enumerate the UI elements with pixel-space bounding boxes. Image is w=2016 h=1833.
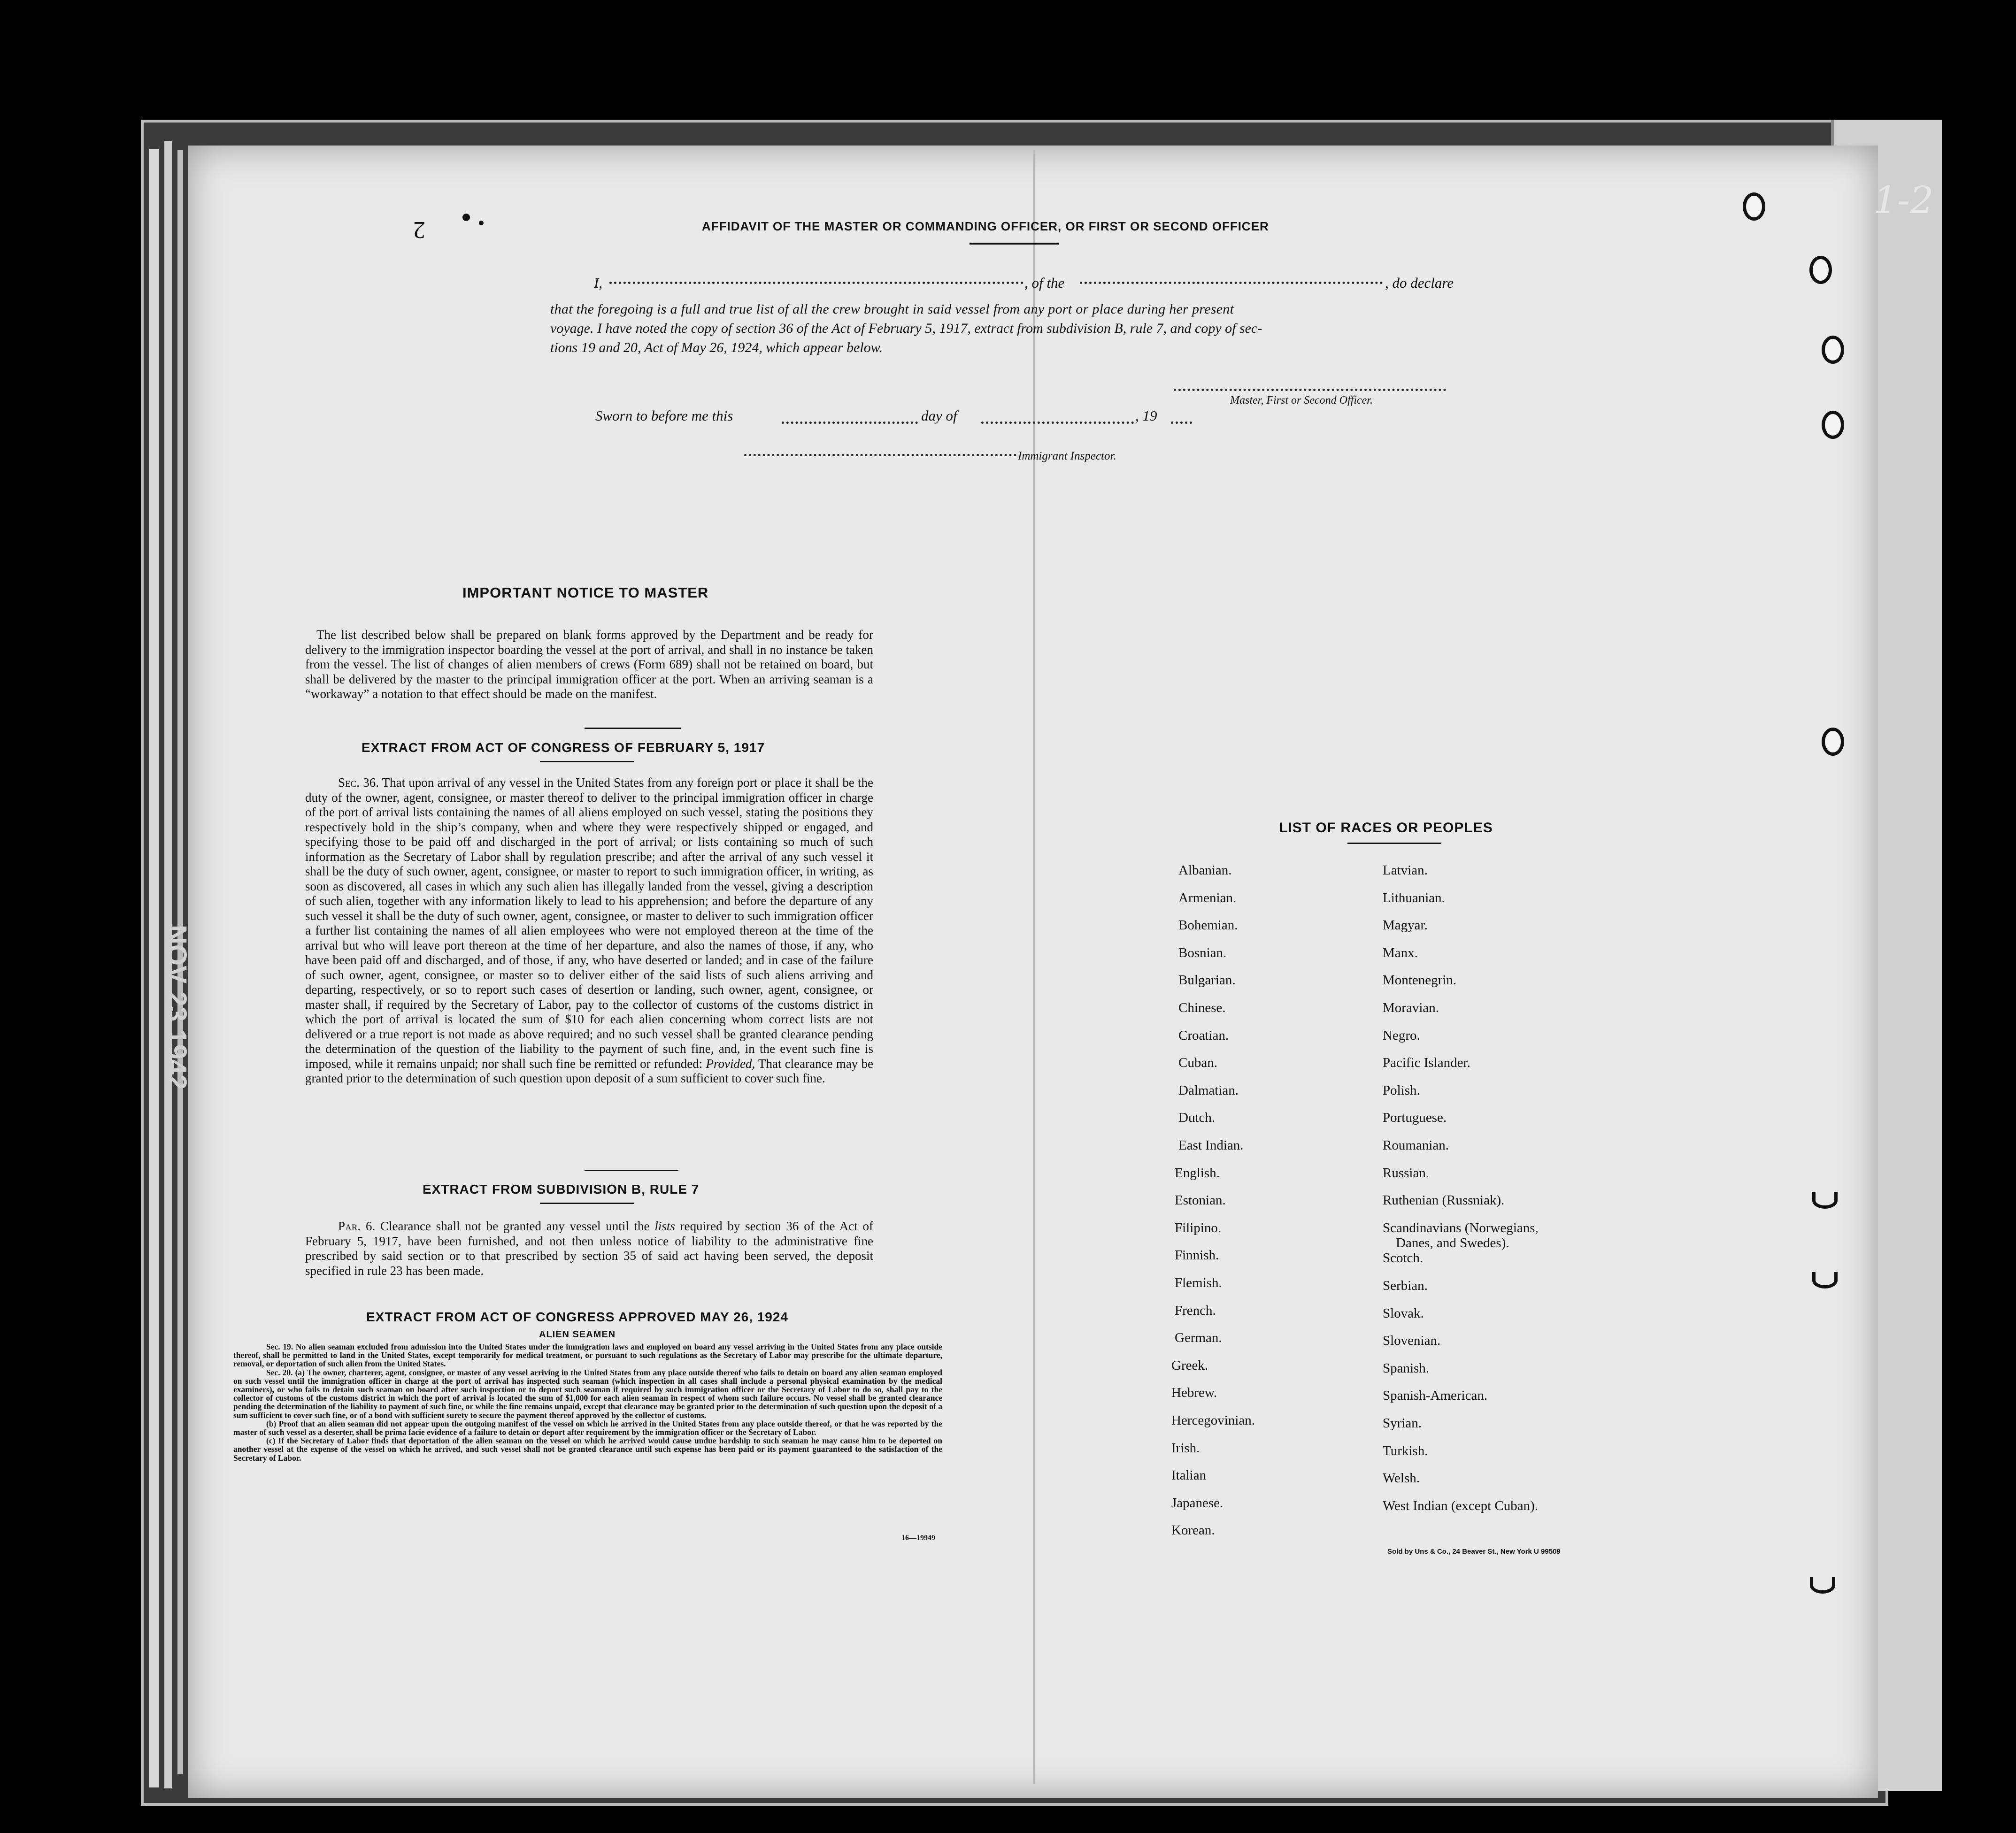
race-item: Irish. [1171,1440,1200,1456]
race-item: Dalmatian. [1178,1082,1239,1098]
sworn-day-field[interactable] [782,422,918,424]
extract-1917-heading: EXTRACT FROM ACT OF CONGRESS OF FEBRUARY 5, 1917 [362,740,765,755]
race-item: Turkish. [1383,1443,1428,1458]
officer-signature-field[interactable] [1174,389,1446,391]
rule-7-heading: EXTRACT FROM SUBDIVISION B, RULE 7 [423,1182,700,1196]
sworn-prefix: Sworn to before me this [595,407,733,424]
affidavit-i-label: I, [594,275,603,291]
inspector-signature-field[interactable] [744,454,1016,456]
race-item: Bosnian. [1178,945,1227,960]
race-item-continuation: Danes, and Swedes). [1396,1235,1509,1250]
notice-body [305,628,873,702]
affidavit-of-the-label: , of the [1024,275,1065,291]
races-heading: LIST OF RACES OR PEOPLES [1279,820,1493,836]
notice-heading: IMPORTANT NOTICE TO MASTER [462,584,709,601]
race-item: East Indian. [1178,1138,1244,1153]
race-item: Slovenian. [1383,1333,1441,1349]
sworn-month-field[interactable] [981,422,1134,424]
alien-seamen-subheading: ALIEN SEAMEN [539,1329,616,1340]
race-item: French. [1175,1303,1216,1318]
binder-hole [1822,728,1844,756]
race-item: Slovak. [1383,1305,1424,1321]
binder-hole [1743,192,1765,221]
race-item: Syrian. [1383,1416,1422,1431]
section-36-label: Sec. 36. [338,775,379,790]
provided-word: Provided, [706,1056,755,1071]
race-item: Welsh. [1383,1471,1420,1486]
race-item: Dutch. [1178,1110,1216,1126]
race-item: Montenegrin. [1383,973,1457,988]
race-item: Japanese. [1171,1495,1223,1511]
race-item: Russian. [1383,1165,1430,1181]
race-item: Serbian. [1383,1278,1428,1293]
extract-1924-heading: EXTRACT FROM ACT OF CONGRESS APPROVED MAY 26, 1924 [366,1310,788,1324]
race-item: Hercegovinian. [1171,1413,1255,1428]
race-item: Latvian. [1383,863,1428,878]
extract-1924-body [233,1342,942,1462]
race-item: Bohemian. [1178,918,1238,933]
notice-text: The list described below shall be prepared on blank forms approved by the Department and be ready for delivery to the immigration inspector boarding the vessel at the port of arrival, and shall in no instance be taken from the vessel. The list of changes of alien members of crews (Form 689) shall not be retained on board, but shall be delivered by the master to the principal immigration officer at the port. When an arriving seaman is a “workaway” a notation to that effect should be made on the manifest. [305,628,873,701]
race-item: Greek. [1171,1357,1208,1373]
race-item: Albanian. [1178,863,1232,878]
extract-1917-body [305,775,873,1086]
sheet-edge [149,149,159,1787]
race-item: Bulgarian. [1178,973,1236,988]
race-item: English. [1175,1165,1220,1181]
race-item: Magyar. [1383,918,1428,933]
race-item: Finnish. [1175,1248,1219,1263]
binder-hole [1822,411,1844,439]
lists-word: lists [654,1219,675,1233]
binder-hole [1810,1577,1835,1594]
section-36-text: That upon arrival of any vessel in the United States from any foreign port or place it shall be the duty of the owner, agent, consignee, or master thereof to deliver to the principal immigration officer in charge of the port of arrival lists containing the names of all aliens employed on such vessel, stating the positions they respectively hold in the ship’s company, when and where they were respectively shipped or engaged, and specifying those to be paid off and discharged in the port of arrival; or lists containing so much of such information as the Secretary of Labor shall by regulation prescribe; and after the arrival of any such vessel it shall be the duty of such owner, agent, consignee, or master to report to such immigration officer, in writing, as soon as discovered, all cases in which any such alien has illegally landed from the vessel, giving a description of such alien, together with any information likely to lead to his apprehension; and before the departure of any such vessel it shall be the duty of such owner, agent, consignee, or master to deliver to such immigration officer a further list containing the names of all alien employees who were not employed thereon at the time of the arrival but who will leave port thereon at the time of her departure, and also the names of those, if any, who have been paid off and discharged, and of those, if any, who have deserted or landed; and in case of the failure of such owner, agent, consignee, or master so to deliver either of the said lists of such aliens arriving and departing, respectively, or so to report such cases of desertion or landing, such owner, agent, consignee, or master shall, if required by the Secretary of Labor, pay to the collector of customs of the customs district in which the port of arrival is located the sum of $10 for each alien concerning whom correct lists are not delivered or a true report is not made as above required; and no such vessel shall be granted clearance pending the determination of the question of the liability to the payment of such fine, and, in the event such fine is imposed, while it remains unpaid; nor shall such fine be remitted or refunded: [305,775,874,1071]
divider [540,761,634,762]
officer-caption: Master, First or Second Officer. [1230,394,1373,406]
master-name-field[interactable] [609,282,1023,284]
race-item: Polish. [1383,1082,1420,1098]
binder-hole [1822,336,1844,364]
affidavit-do-declare: , do declare [1385,275,1454,291]
race-item: Lithuanian. [1383,890,1445,905]
ink-dot [462,214,470,221]
binder-hole [1812,1272,1838,1288]
race-item: Hebrew. [1171,1385,1217,1401]
ink-dot [479,221,484,225]
vessel-name-field[interactable] [1080,282,1383,284]
corner-note: 1-2 [1873,178,1934,222]
affidavit-line-2: voyage. I have noted the copy of section 36 of the Act of February 5, 1917, extract from subdivision B, rule 7, and copy of sec- [550,321,1262,336]
section-19-text: Sec. 19. No alien seaman excluded from admission into the United States under the immigration laws and employed on board any vessel arriving in the United States from any place outside thereof, shall be permitted to land in the United States, except temporarily for medical treatment, or pursuant to such regulations as the Secretary of Labor may prescribe for the ultimate departure, removal, or deportation of such alien from the United States. [233,1342,942,1369]
date-stamp: NOV 23 1942 [162,925,192,1090]
race-item: Moravian. [1383,1000,1439,1015]
section-36-text-end: That clearance may be granted prior to the determination of such question upon deposit of a sum sufficient to cover such fine. [305,1056,874,1085]
sworn-year-prefix: , 19 [1135,407,1157,424]
race-item: West Indian (except Cuban). [1383,1498,1539,1513]
paragraph-6-label: Par. 6. [338,1219,376,1233]
race-item: Filipino. [1175,1220,1222,1235]
page-fold [1033,150,1035,1784]
divider [1347,843,1441,844]
divider [540,1203,634,1204]
race-item: Croatian. [1178,1028,1229,1043]
race-item: Cuban. [1178,1055,1217,1071]
rule-7-text-b: required by section 36 of the Act of February 5, 1917, have been furnished, and not then unless notice of liability to the administrative fine prescribed by said section or to that prescribed by section 35 of said act having been served, the deposit specified in rule 23 has been made. [305,1219,873,1278]
race-item: Scandinavians (Norwegians, [1383,1220,1539,1235]
divider [585,728,681,729]
race-item: Portuguese. [1383,1110,1447,1126]
inspector-caption: Immigrant Inspector. [1018,450,1116,462]
divider [970,243,1059,245]
sworn-year-field[interactable] [1171,422,1192,424]
race-item: Armenian. [1178,890,1237,905]
divider [585,1170,678,1171]
section-20c-text: (c) If the Secretary of Labor finds that deportation of the alien seaman on the vessel on which he arrived would cause undue hardship to such seaman he may cause him to be deported on another vessel at the expense of the vessel on which he arrived, and such vessel shall not be granted clearance until such expense has been paid or its payment guaranteed to the satisfaction of the Secretary of Labor. [233,1436,942,1463]
affidavit-line-1: that the foregoing is a full and true list of all the crew brought in said vessel from any port or place during her present [550,301,1234,317]
race-item: Spanish-American. [1383,1388,1488,1404]
rule-7-text-a: Clearance shall not be granted any vessel until the [380,1219,650,1233]
section-20b-text: (b) Proof that an alien seaman did not appear upon the outgoing manifest of the vessel on which he arrived in the United States from any place outside thereof, or that he was reported by the master of such vessel as a deserter, shall be prima facie evidence of a failure to detain or deport after requirement by the immigration officer or the Secretary of Labor. [233,1419,942,1437]
race-item: Manx. [1383,945,1418,960]
race-item: Spanish. [1383,1360,1430,1376]
rule-7-body [305,1219,873,1278]
page-marker: 2 [413,216,425,243]
binder-hole [1812,1192,1838,1209]
section-20a-text: Sec. 20. (a) The owner, charterer, agent, consignee, or master of any vessel arriving in the United States from any place outside thereof who fails to detain on board any alien seaman employed on such vessel until the immigration officer in charge at the port of arrival has inspected such seaman (which inspection in all cases shall include a personal physical examination by the medical examiners), or who fails to detain such seaman on board after such inspection or to deport such seaman if required by such immigration officer or the Secretary of Labor to do so, shall pay to the collector of customs of the customs district in which the port of arrival is located the sum of $1,000 for each alien seaman in respect of whom such failure occurs. No vessel shall be granted clearance pending the determination of the liability to payment of such fine, or while the fine remains unpaid, except that clearance may be granted prior to the determination of such question upon the deposit of a sum sufficient to cover such fine, or of a bond with sufficient surety to secure the payment thereof approved by the collector of customs. [233,1367,942,1420]
race-item: Pacific Islander. [1383,1055,1470,1071]
race-item: Scotch. [1383,1250,1424,1266]
race-item: Flemish. [1175,1275,1222,1290]
affidavit-line-3: tions 19 and 20, Act of May 26, 1924, which appear below. [550,340,883,355]
sworn-day-of: day of [921,407,957,424]
affidavit-heading: AFFIDAVIT OF THE MASTER OR COMMANDING OFFICER, OR FIRST OR SECOND OFFICER [702,219,1269,233]
race-item: Estonian. [1175,1193,1226,1208]
race-item: German. [1175,1330,1222,1346]
race-item: Roumanian. [1383,1138,1449,1153]
race-item: Korean. [1171,1523,1215,1538]
race-item: Italian [1171,1468,1207,1483]
race-item: Negro. [1383,1028,1420,1043]
race-item: Ruthenian (Russniak). [1383,1193,1505,1208]
form-number: 16—19949 [901,1534,935,1542]
printer-imprint: Sold by Uns & Co., 24 Beaver St., New York U 99509 [1387,1548,1561,1556]
race-item: Chinese. [1178,1000,1226,1015]
binder-hole [1809,256,1832,284]
